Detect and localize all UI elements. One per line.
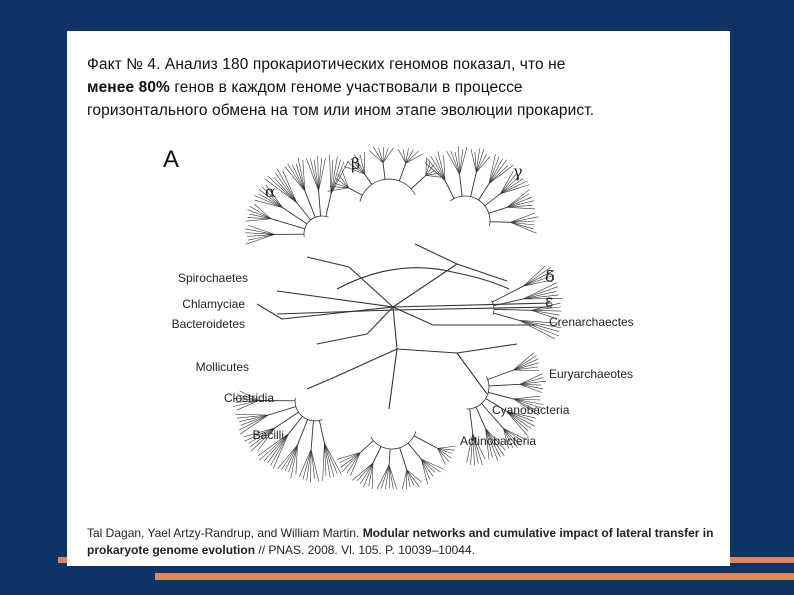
network-diagram [157, 139, 657, 489]
network-edge [303, 450, 311, 480]
label-mollicutes: Mollicutes [195, 360, 249, 374]
network-edge [317, 334, 367, 344]
label-bacilli: Bacilli [252, 428, 284, 442]
network-edge [479, 184, 490, 200]
label-beta: β [351, 154, 361, 173]
network-edge [348, 188, 362, 195]
label-crenarchaeotes: Crenarchaectes [549, 315, 634, 329]
network-edge [447, 151, 460, 174]
network-edge [470, 409, 473, 434]
network-edge [360, 441, 373, 453]
label-epsilon: ε [545, 291, 554, 310]
network-edge [514, 396, 541, 399]
network-edge [326, 194, 331, 216]
network-edge [246, 219, 271, 222]
network-edge [438, 446, 456, 448]
network-edge [319, 191, 321, 216]
network-edge [414, 436, 438, 449]
network-figure [157, 139, 657, 489]
network-edge [330, 155, 331, 194]
network-edge [305, 191, 315, 217]
network-edge [373, 447, 381, 464]
network-edge [365, 174, 372, 184]
network-edge [274, 177, 297, 202]
network-edge [520, 384, 542, 392]
network-edge [247, 210, 271, 219]
network-edge [255, 200, 283, 207]
network-edge [271, 219, 305, 229]
network-edge [500, 181, 527, 194]
network-edge [513, 363, 539, 370]
network-edge [371, 431, 416, 449]
network-edge [289, 417, 303, 434]
network-edge [513, 353, 534, 371]
network-edge [331, 162, 344, 194]
heading-highlight: менее 80% [87, 79, 170, 96]
network-edge [337, 268, 509, 289]
network-edge [493, 313, 519, 320]
network-edge [323, 443, 325, 481]
network-edge [393, 307, 397, 349]
label-chlamyciae: Chlamyciae [182, 297, 245, 311]
network-edge [389, 349, 397, 409]
network-edge [381, 465, 389, 489]
network-edge [485, 194, 501, 206]
network-edge [389, 465, 398, 489]
network-edge [307, 377, 335, 389]
network-edge [523, 266, 545, 286]
network-edge [457, 264, 507, 281]
network-edge [489, 159, 503, 184]
network-edge [383, 148, 393, 163]
network-edge [407, 470, 414, 486]
network-edge [277, 291, 393, 307]
network-edge [415, 244, 457, 264]
network-edge [295, 398, 322, 421]
network-edge [311, 450, 315, 479]
network-edge [489, 207, 507, 213]
network-edge [335, 349, 397, 377]
network-edge [298, 420, 308, 445]
network-edge [421, 459, 435, 472]
network-edge [304, 216, 329, 237]
network-edge [471, 172, 477, 196]
network-edge [306, 159, 318, 191]
network-edge [249, 206, 271, 219]
slide-heading [87, 53, 717, 122]
network-edge [450, 196, 490, 226]
network-edge [460, 147, 468, 175]
network-edge [488, 392, 513, 399]
network-edge [460, 149, 463, 174]
citation-source: // PNAS. 2008. Vl. 105. P. 10039–10044. [258, 543, 475, 557]
label-euryarchaeotes: Euryarchaeotes [549, 367, 634, 381]
network-edge [507, 194, 529, 207]
label-actinobacteria: Actinobacteria [460, 434, 537, 448]
heading-line-1: Факт № 4. Анализ 180 прокариотических геномов показал, что не [87, 56, 566, 73]
panel-label: A [163, 146, 180, 173]
label-bacteroidetes: Bacteroidetes [171, 317, 245, 331]
network-edge [489, 384, 520, 386]
network-edge [383, 148, 388, 163]
citation-authors: Tal Dagan, Yael Artzy-Randrup, and William Martin. [87, 526, 360, 540]
network-edge [277, 307, 552, 314]
network-edge [457, 344, 517, 353]
network-edge [268, 407, 296, 415]
label-alpha: α [265, 182, 276, 201]
network-edge [460, 174, 463, 196]
network-edge [257, 304, 282, 319]
network-edge [307, 257, 349, 267]
network-edge [383, 147, 384, 163]
network-edge [494, 309, 532, 310]
slide-card [67, 31, 730, 566]
network-edge [397, 349, 457, 353]
network-edge [319, 158, 326, 191]
network-edge [360, 179, 415, 202]
network-core [257, 244, 552, 409]
heading-line-2: генов в каждом геноме участвовали в процессе [169, 79, 523, 96]
network-edge [445, 181, 454, 199]
network-edge [357, 463, 373, 481]
network-edge [451, 151, 460, 175]
label-gamma: γ [513, 162, 523, 181]
network-edge [393, 303, 552, 307]
network-edge [319, 158, 322, 191]
label-clostridia: Clostridia [223, 391, 274, 405]
network-edge [236, 414, 269, 415]
network-edge [490, 222, 510, 223]
citation [87, 525, 722, 559]
network-edge [411, 175, 426, 188]
network-edge [319, 421, 324, 444]
network-edge [488, 370, 514, 379]
network-edge [389, 449, 390, 465]
network-edge [297, 203, 311, 221]
network-edge [311, 421, 313, 450]
network-edge [457, 353, 487, 394]
label-delta: δ [545, 267, 555, 286]
network-edge [246, 234, 275, 244]
network-edge [383, 163, 385, 180]
network-edge [324, 443, 337, 474]
network-edge [476, 407, 486, 428]
network-edge [425, 162, 445, 180]
citation-title: Modular networks and cumulative impact of lateral transfer in prokaryote genome evolution [87, 526, 714, 557]
network-edge [400, 448, 407, 470]
label-cyanobacteria: Cyanobacteria [492, 403, 570, 417]
network-edge [507, 207, 535, 209]
network-edge [489, 165, 508, 183]
heading-line-3: горизонтального обмена на том или ином этапе эволюции прокарист. [87, 102, 595, 119]
network-edge [399, 163, 406, 181]
network-edge [349, 267, 393, 307]
network-edge [254, 204, 271, 219]
network-edge [408, 443, 421, 459]
label-spirochaetes: Spirochaetes [177, 271, 248, 285]
network-edge [283, 208, 308, 224]
network-edge [373, 147, 383, 163]
accent-stripe-bottom [155, 573, 794, 580]
network-edge [402, 470, 407, 489]
network-edge [311, 450, 319, 482]
